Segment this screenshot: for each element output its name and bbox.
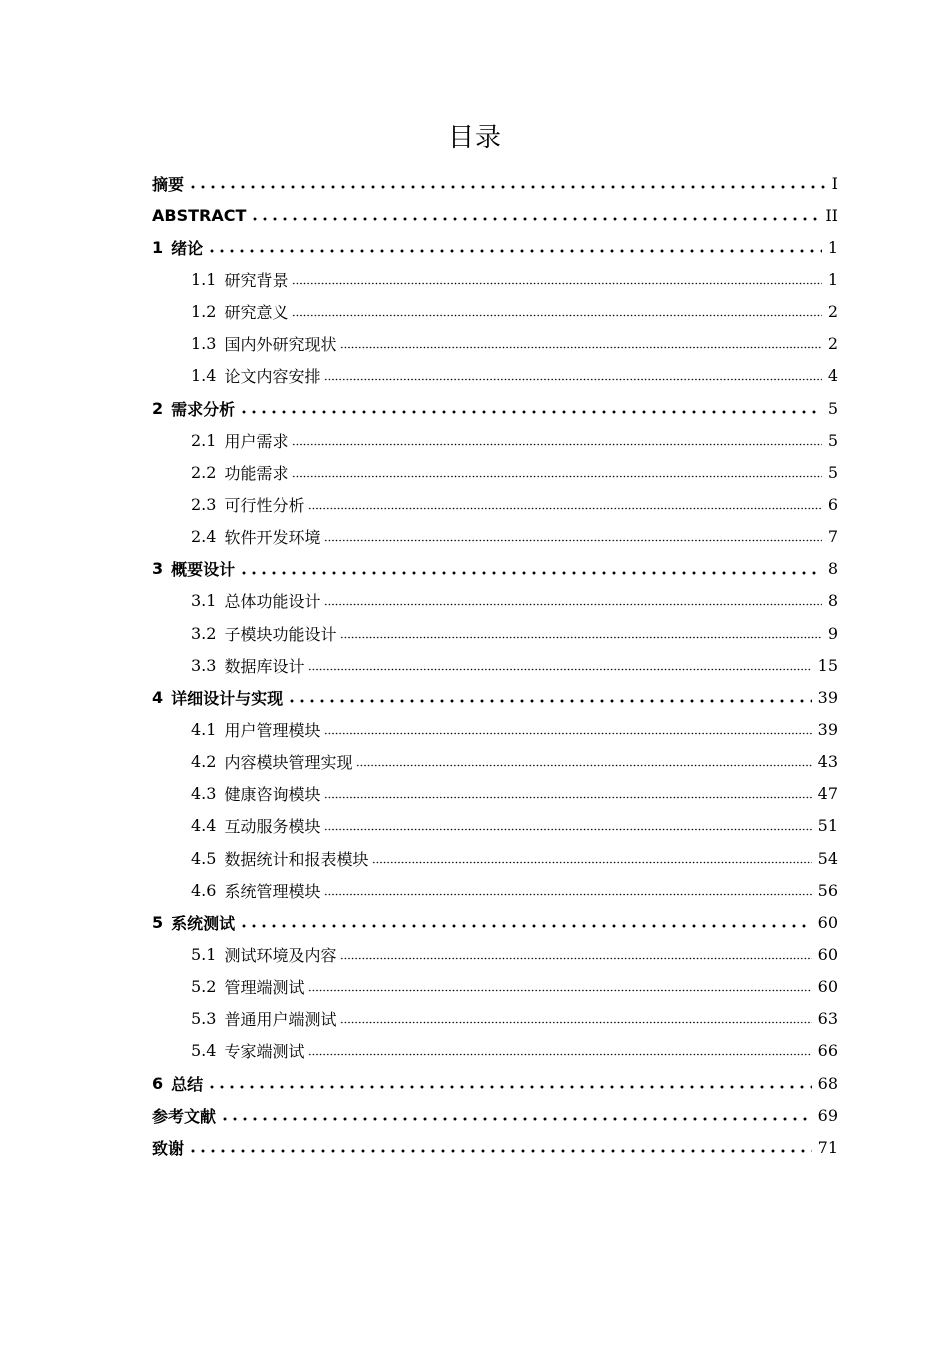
- toc-dot-leader: [308, 1053, 811, 1056]
- toc-entry-title: 摘要: [152, 174, 185, 194]
- table-of-contents: [152, 167, 838, 1163]
- toc-entry-number: 2.4: [191, 527, 217, 547]
- toc-entry-page-number: 43: [817, 752, 838, 772]
- toc-entry-title: 专家端测试: [224, 1042, 305, 1062]
- toc-dot-leader: [324, 603, 821, 606]
- toc-entry-page-number: 60: [817, 944, 838, 964]
- toc-entry-number: 3: [152, 559, 164, 579]
- toc-dot-leader: [207, 249, 822, 253]
- toc-chapter-entry[interactable]: [152, 1067, 838, 1099]
- toc-section-entry[interactable]: [152, 296, 838, 328]
- toc-dot-leader: [308, 507, 821, 510]
- toc-section-entry[interactable]: [152, 263, 838, 295]
- toc-entry-page-number: 4: [827, 366, 838, 386]
- toc-entry-page-number: 2: [827, 302, 838, 322]
- toc-entry-page-number: 9: [827, 623, 838, 643]
- toc-entry-title: 功能需求: [224, 463, 289, 483]
- toc-entry-page-number: 68: [817, 1073, 838, 1093]
- toc-chapter-entry[interactable]: [152, 392, 838, 424]
- toc-entry-title: 用户管理模块: [224, 720, 321, 740]
- toc-dot-leader: [188, 1149, 812, 1153]
- toc-entry-number: 5.2: [191, 977, 217, 997]
- toc-entry-page-number: 39: [817, 687, 838, 707]
- toc-entry-page-number: 8: [827, 591, 838, 611]
- toc-section-entry[interactable]: [152, 360, 838, 392]
- toc-chapter-entry[interactable]: [152, 681, 838, 713]
- toc-entry-page-number: 71: [817, 1137, 838, 1157]
- toc-entry-title: 子模块功能设计: [224, 624, 337, 644]
- toc-entry-title: 致谢: [152, 1138, 185, 1158]
- toc-section-entry[interactable]: [152, 617, 838, 649]
- toc-entry-title: 需求分析: [171, 399, 236, 419]
- toc-dot-leader: [324, 796, 811, 799]
- toc-dot-leader: [324, 893, 811, 896]
- toc-entry-title: 用户需求: [224, 431, 289, 451]
- toc-dot-leader: [340, 957, 811, 960]
- toc-entry-page-number: 5: [827, 430, 838, 450]
- toc-entry-title: 互动服务模块: [224, 817, 321, 837]
- toc-dot-leader: [340, 346, 821, 349]
- toc-entry-title: 数据库设计: [224, 656, 305, 676]
- toc-entry-page-number: I: [831, 173, 838, 193]
- toc-chapter-entry[interactable]: [152, 906, 838, 938]
- toc-entry-number: 4.1: [191, 719, 217, 739]
- toc-entry-page-number: 66: [817, 1041, 838, 1061]
- toc-dot-leader: [324, 732, 811, 735]
- toc-entry-number: 4.2: [191, 752, 217, 772]
- toc-entry-number: 3.3: [191, 655, 217, 675]
- toc-dot-leader: [292, 282, 821, 285]
- toc-entry-number: 4.5: [191, 848, 217, 868]
- toc-dot-leader: [324, 539, 821, 542]
- toc-entry-title: 普通用户端测试: [224, 1010, 337, 1030]
- toc-entry-page-number: 63: [817, 1009, 838, 1029]
- toc-entry-title: 国内外研究现状: [224, 335, 337, 355]
- toc-section-entry[interactable]: [152, 971, 838, 1003]
- toc-dot-leader: [220, 1117, 812, 1121]
- toc-entry-title: 健康咨询模块: [224, 785, 321, 805]
- toc-entry-number: 2.3: [191, 494, 217, 514]
- toc-entry-page-number: 69: [817, 1105, 838, 1125]
- toc-entry-number: 2: [152, 398, 164, 418]
- toc-entry-page-number: 60: [817, 977, 838, 997]
- toc-entry-page-number: 1: [827, 269, 838, 289]
- toc-dot-leader: [308, 668, 811, 671]
- toc-entry-title: 内容模块管理实现: [224, 753, 353, 773]
- toc-dot-leader: [324, 828, 811, 831]
- toc-dot-leader: [308, 989, 811, 992]
- toc-dot-leader: [324, 378, 821, 381]
- toc-dot-leader: [292, 475, 821, 478]
- toc-entry-number: 1.3: [191, 334, 217, 354]
- toc-dot-leader: [340, 636, 821, 639]
- toc-entry-number: 2.1: [191, 430, 217, 450]
- toc-section-entry[interactable]: [152, 1003, 838, 1035]
- toc-entry-title: 参考文献: [152, 1106, 217, 1126]
- toc-entry-title: 软件开发环境: [224, 528, 321, 548]
- toc-dot-leader: [239, 571, 822, 575]
- toc-entry-title: 研究意义: [224, 303, 289, 323]
- toc-entry-page-number: 54: [817, 848, 838, 868]
- toc-chapter-entry[interactable]: [152, 199, 838, 231]
- toc-chapter-entry[interactable]: [152, 1099, 838, 1131]
- toc-entry-number: 3.1: [191, 591, 217, 611]
- page-title: 目录: [447, 123, 502, 153]
- toc-dot-leader: [250, 217, 819, 221]
- toc-entry-page-number: 51: [817, 816, 838, 836]
- toc-entry-page-number: 15: [817, 655, 838, 675]
- toc-section-entry[interactable]: [152, 328, 838, 360]
- toc-entry-title: 绪论: [171, 238, 204, 258]
- toc-entry-title: 总结: [171, 1074, 204, 1094]
- toc-entry-page-number: 2: [827, 334, 838, 354]
- toc-entry-number: 5: [152, 912, 164, 932]
- toc-section-entry[interactable]: [152, 521, 838, 553]
- toc-section-entry[interactable]: [152, 585, 838, 617]
- toc-entry-page-number: 56: [817, 880, 838, 900]
- toc-entry-number: 1.2: [191, 302, 217, 322]
- toc-entry-page-number: 6: [827, 494, 838, 514]
- toc-entry-page-number: 39: [817, 719, 838, 739]
- toc-entry-number: 5.1: [191, 944, 217, 964]
- toc-entry-title: 论文内容安排: [224, 367, 321, 387]
- toc-entry-title: 系统管理模块: [224, 881, 321, 901]
- toc-entry-title: 总体功能设计: [224, 592, 321, 612]
- toc-section-entry[interactable]: [152, 424, 838, 456]
- toc-entry-page-number: 7: [827, 527, 838, 547]
- toc-entry-page-number: 5: [827, 398, 838, 418]
- toc-entry-number: 6: [152, 1073, 164, 1093]
- toc-entry-title: 详细设计与实现: [171, 688, 284, 708]
- toc-dot-leader: [340, 1021, 811, 1024]
- toc-dot-leader: [292, 443, 821, 446]
- toc-section-entry[interactable]: [152, 842, 838, 874]
- toc-entry-number: 4.3: [191, 784, 217, 804]
- toc-entry-number: 1: [152, 237, 164, 257]
- toc-section-entry[interactable]: [152, 713, 838, 745]
- toc-entry-number: 4.4: [191, 816, 217, 836]
- toc-dot-leader: [372, 861, 811, 864]
- toc-section-entry[interactable]: [152, 649, 838, 681]
- toc-entry-number: 5.4: [191, 1041, 217, 1061]
- toc-section-entry[interactable]: [152, 456, 838, 488]
- toc-section-entry[interactable]: [152, 746, 838, 778]
- toc-chapter-entry[interactable]: [152, 1131, 838, 1163]
- toc-entry-title: ABSTRACT: [152, 205, 247, 225]
- toc-entry-number: 3.2: [191, 623, 217, 643]
- toc-entry-title: 管理端测试: [224, 978, 305, 998]
- toc-entry-page-number: 5: [827, 462, 838, 482]
- toc-section-entry[interactable]: [152, 778, 838, 810]
- toc-dot-leader: [239, 410, 822, 414]
- toc-dot-leader: [239, 924, 811, 928]
- toc-section-entry[interactable]: [152, 488, 838, 520]
- toc-chapter-entry[interactable]: [152, 231, 838, 263]
- toc-dot-leader: [356, 764, 811, 767]
- toc-dot-leader: [287, 699, 811, 703]
- toc-dot-leader: [207, 1085, 811, 1089]
- toc-chapter-entry[interactable]: [152, 167, 838, 199]
- toc-entry-page-number: 60: [817, 912, 838, 932]
- toc-entry-title: 概要设计: [171, 560, 236, 580]
- toc-entry-number: 1.1: [191, 269, 217, 289]
- toc-entry-page-number: 8: [827, 559, 838, 579]
- toc-section-entry[interactable]: [152, 810, 838, 842]
- toc-entry-number: 4.6: [191, 880, 217, 900]
- toc-entry-number: 4: [152, 687, 164, 707]
- toc-entry-page-number: 1: [827, 237, 838, 257]
- toc-entry-title: 数据统计和报表模块: [224, 849, 369, 869]
- toc-entry-number: 5.3: [191, 1009, 217, 1029]
- toc-entry-title: 系统测试: [171, 913, 236, 933]
- toc-dot-leader: [188, 185, 826, 189]
- toc-entry-number: 2.2: [191, 462, 217, 482]
- toc-entry-page-number: 47: [817, 784, 838, 804]
- toc-entry-number: 1.4: [191, 366, 217, 386]
- toc-section-entry[interactable]: [152, 874, 838, 906]
- toc-entry-title: 可行性分析: [224, 495, 305, 515]
- toc-dot-leader: [292, 314, 821, 317]
- toc-chapter-entry[interactable]: [152, 553, 838, 585]
- toc-section-entry[interactable]: [152, 1035, 838, 1067]
- toc-entry-page-number: II: [825, 205, 838, 225]
- toc-section-entry[interactable]: [152, 938, 838, 970]
- toc-entry-title: 测试环境及内容: [224, 945, 337, 965]
- toc-entry-title: 研究背景: [224, 270, 289, 290]
